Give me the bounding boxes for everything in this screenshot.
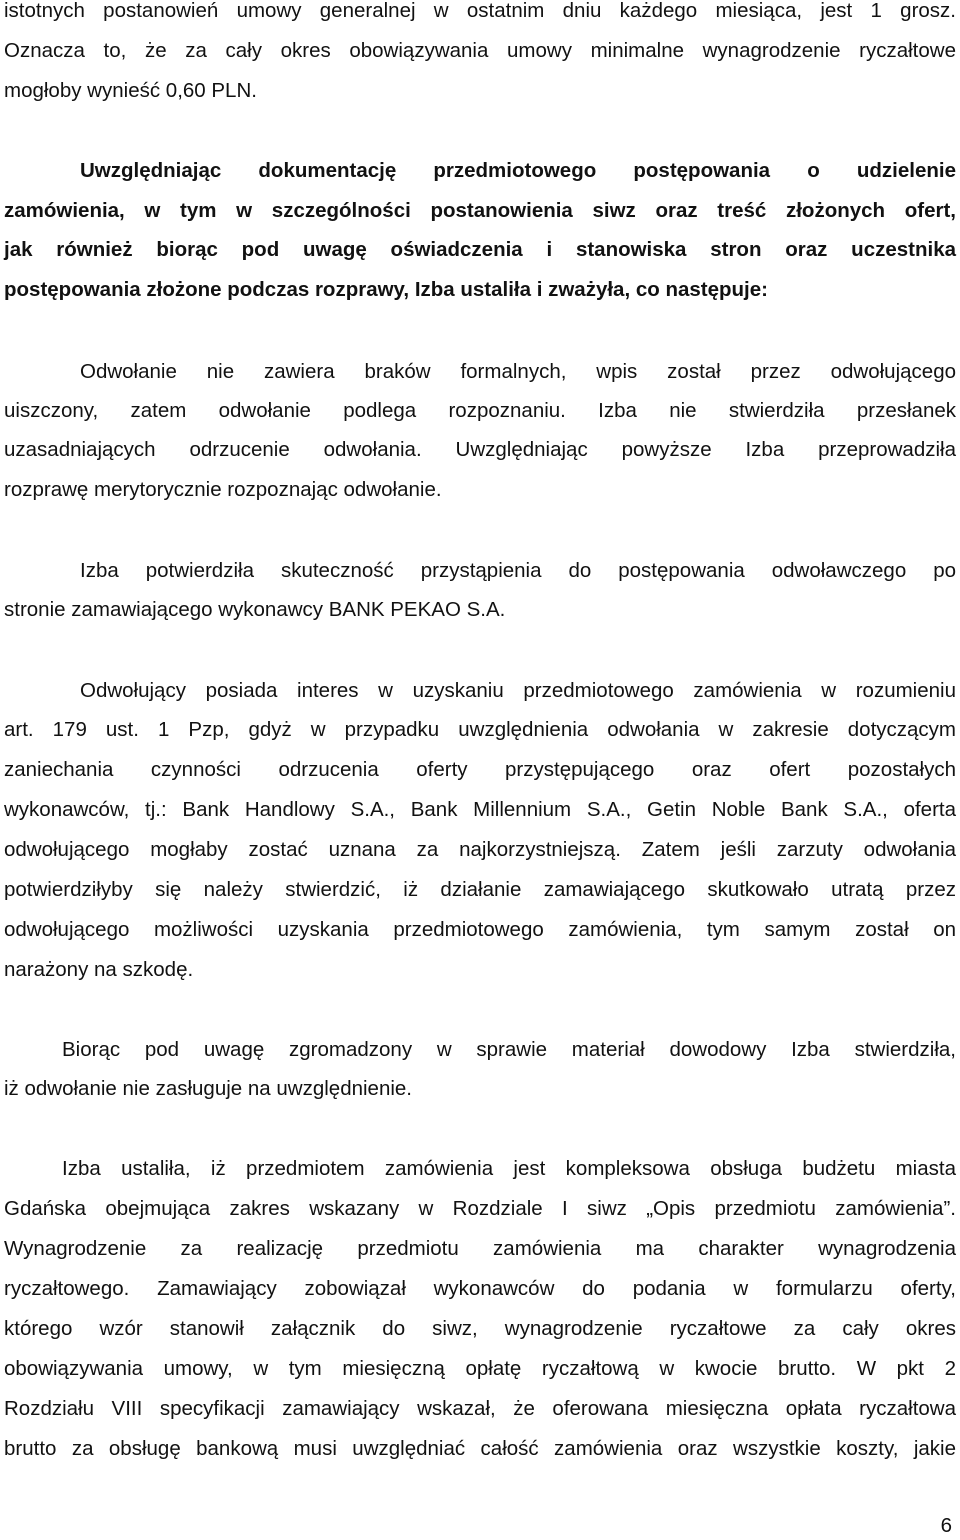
page-number: 6	[940, 1514, 952, 1537]
text-line: art. 179 ust. 1 Pzp, gdyż w przypadku uwzględnienia odwołania w zakresie dotyczącym	[4, 718, 956, 741]
text-line: ryczałtowego. Zamawiający zobowiązał wykonawców do podania w formularzu oferty,	[4, 1277, 956, 1300]
text-line: potwierdziłyby się należy stwierdzić, iż działanie zamawiającego skutkowało utratą przez	[4, 878, 956, 901]
text-line: uiszczony, zatem odwołanie podlega rozpoznaniu. Izba nie stwierdziła przesłanek	[4, 399, 956, 422]
text-line: zamówienia, w tym w szczególności postanowienia siwz oraz treść złożonych ofert,	[4, 199, 956, 222]
text-line: postępowania złożone podczas rozprawy, Izba ustaliła i zważyła, co następuje:	[4, 278, 768, 301]
text-line: mogłoby wynieść 0,60 PLN.	[4, 79, 257, 102]
text-line: odwołującego możliwości uzyskania przedmiotowego zamówienia, tym samym został on	[4, 918, 956, 941]
text-line: Biorąc pod uwagę zgromadzony w sprawie materiał dowodowy Izba stwierdziła,	[62, 1038, 956, 1061]
text-line: Odwołanie nie zawiera braków formalnych, wpis został przez odwołującego	[80, 360, 956, 383]
text-line: brutto za obsługę bankową musi uwzględniać całość zamówienia oraz wszystkie koszty, jakie	[4, 1437, 956, 1460]
text-line: rozprawę merytorycznie rozpoznając odwołanie.	[4, 478, 442, 501]
text-line: zaniechania czynności odrzucenia oferty przystępującego oraz ofert pozostałych	[4, 758, 956, 781]
text-line: Oznacza to, że za cały okres obowiązywania umowy minimalne wynagrodzenie ryczałtowe	[4, 39, 956, 62]
text-line: Rozdziału VIII specyfikacji zamawiający wskazał, że oferowana miesięczna opłata ryczałtowa	[4, 1397, 956, 1420]
text-line: którego wzór stanowił załącznik do siwz, wynagrodzenie ryczałtowe za cały okres	[4, 1317, 956, 1340]
text-line: wykonawców, tj.: Bank Handlowy S.A., Bank Millennium S.A., Getin Noble Bank S.A., oferta	[4, 798, 956, 821]
text-line: Izba ustaliła, iż przedmiotem zamówienia jest kompleksowa obsługa budżetu miasta	[62, 1157, 956, 1180]
text-line: Gdańska obejmująca zakres wskazany w Rozdziale I siwz „Opis przedmiotu zamówienia”.	[4, 1197, 956, 1220]
text-line: narażony na szkodę.	[4, 958, 194, 981]
text-line: stronie zamawiającego wykonawcy BANK PEKAO S.A.	[4, 598, 506, 621]
text-line: istotnych postanowień umowy generalnej w ostatnim dniu każdego miesiąca, jest 1 grosz.	[4, 0, 956, 22]
text-line: Odwołujący posiada interes w uzyskaniu przedmiotowego zamówienia w rozumieniu	[80, 679, 956, 702]
text-line: odwołującego mogłaby zostać uznana za najkorzystniejszą. Zatem jeśli zarzuty odwołania	[4, 838, 956, 861]
text-line: Uwzględniając dokumentację przedmiotowego postępowania o udzielenie	[80, 159, 956, 182]
text-line: jak również biorąc pod uwagę oświadczenia i stanowiska stron oraz uczestnika	[4, 238, 956, 261]
text-line: iż odwołanie nie zasługuje na uwzględnienie.	[4, 1077, 412, 1100]
text-line: obowiązywania umowy, w tym miesięczną opłatę ryczałtową w kwocie brutto. W pkt 2	[4, 1357, 956, 1380]
text-line: Wynagrodzenie za realizację przedmiotu zamówienia ma charakter wynagrodzenia	[4, 1237, 956, 1260]
text-line: uzasadniających odrzucenie odwołania. Uwzględniając powyższe Izba przeprowadziła	[4, 438, 956, 461]
text-line: Izba potwierdziła skuteczność przystąpienia do postępowania odwoławczego po	[80, 559, 956, 582]
